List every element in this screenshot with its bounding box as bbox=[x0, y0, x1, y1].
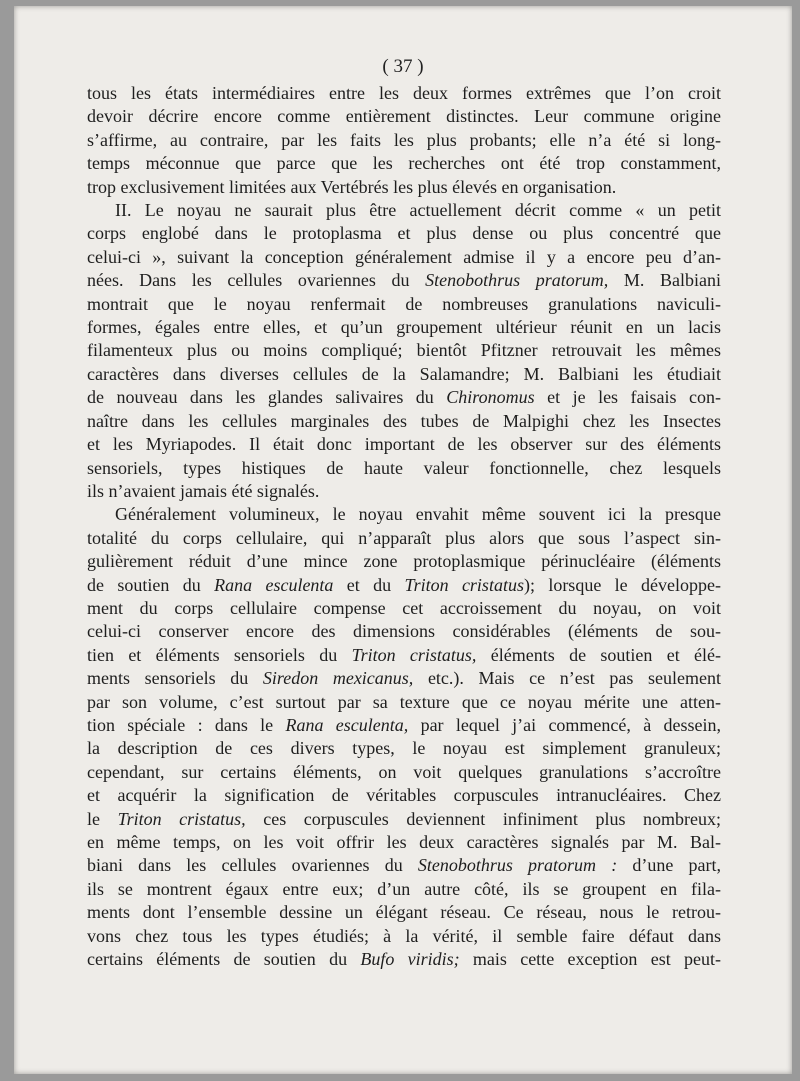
text-run: devoir décrire encore comme entièrement distinctes. Leur commune origine bbox=[87, 106, 721, 127]
text-run: etc.). Mais ce n’est pas seulement bbox=[413, 668, 721, 689]
italic-taxon: Stenobothrus pratorum, bbox=[425, 270, 609, 291]
text-run: celui-ci », suivant la conception généralement admise il y a encore peu d’an- bbox=[87, 246, 721, 267]
text-line bbox=[87, 222, 721, 245]
text-line bbox=[87, 854, 721, 877]
text-run: de nouveau dans les glandes salivaires du bbox=[87, 387, 447, 408]
page-number: ( 37 ) bbox=[382, 56, 424, 77]
text-line bbox=[87, 386, 721, 409]
text-run: temps méconnue que parce que les recherches ont été trop constamment, bbox=[87, 153, 721, 174]
text-run: vons chez tous les types étudiés; à la vérité, il semble faire défaut dans bbox=[87, 925, 721, 946]
italic-taxon: Chironomus bbox=[446, 387, 535, 408]
text-run: Généralement volumineux, le noyau envahit même souvent ici la presque bbox=[115, 504, 721, 525]
text-run: et du bbox=[333, 574, 405, 595]
text-run: en même temps, on les voit offrir les deux caractères signalés par M. Bal- bbox=[87, 832, 721, 852]
text-line bbox=[87, 269, 721, 292]
italic-taxon: Rana esculenta bbox=[214, 574, 334, 595]
text-run: ment du corps cellulaire compense cet accroissement du noyau, on voit bbox=[87, 597, 721, 618]
text-run: d’une part, bbox=[617, 855, 721, 876]
text-line bbox=[87, 878, 721, 901]
italic-taxon: Stenobothrus pratorum : bbox=[417, 855, 618, 876]
italic-taxon: Siredon mexicanus, bbox=[262, 668, 414, 689]
text-line bbox=[87, 199, 721, 222]
text-run: trop exclusivement limitées aux Vertébrés les plus élevés en organisation. bbox=[87, 176, 617, 197]
text-line bbox=[87, 831, 721, 854]
text-line bbox=[87, 105, 721, 128]
text-run: tous les états intermédiaires entre les deux formes extrêmes que l’on croit bbox=[87, 83, 721, 103]
text-line bbox=[87, 550, 721, 573]
text-line bbox=[87, 620, 721, 643]
text-line bbox=[87, 644, 721, 667]
text-run: de soutien du bbox=[87, 574, 215, 595]
text-run: tien et éléments sensoriels du bbox=[87, 644, 352, 665]
text-line bbox=[87, 667, 721, 690]
text-line bbox=[87, 293, 721, 316]
text-run: naître dans les cellules marginales des tubes de Malpighi chez les Insectes bbox=[87, 410, 721, 431]
text-run: montrait que le noyau renfermait de nombreuses granulations naviculi- bbox=[87, 293, 721, 314]
text-run: caractères dans diverses cellules de la Salamandre; M. Balbiani les étudiait bbox=[87, 363, 721, 384]
text-line bbox=[87, 901, 721, 924]
text-run: et acquérir la signification de véritables corpuscules intranucléaires. Chez bbox=[87, 785, 721, 806]
text-line bbox=[87, 808, 721, 831]
text-line bbox=[87, 129, 721, 152]
italic-taxon: Triton cristatus, bbox=[117, 808, 246, 829]
text-line bbox=[87, 176, 721, 199]
text-line bbox=[87, 691, 721, 714]
text-line bbox=[87, 339, 721, 362]
text-run: mais cette exception est peut- bbox=[459, 949, 721, 970]
text-run: celui-ci conserver encore des dimensions considérables (éléments de sou- bbox=[87, 621, 721, 642]
text-run: s’affirme, au contraire, par les faits les plus probants; elle n’a été si long- bbox=[87, 129, 721, 150]
text-line bbox=[87, 152, 721, 175]
paragraph bbox=[87, 503, 721, 971]
text-line bbox=[87, 410, 721, 433]
text-line bbox=[87, 714, 721, 737]
text-run: ils se montrent égaux entre eux; d’un autre côté, ils se groupent en fila- bbox=[87, 878, 721, 899]
italic-taxon: Triton cristatus, bbox=[351, 644, 477, 665]
text-run: la description de ces divers types, le noyau est simplement granuleux; bbox=[87, 738, 721, 759]
text-run: sensoriels, types histiques de haute valeur fonctionnelle, chez lesquels bbox=[87, 457, 721, 478]
text-run: ments sensoriels du bbox=[87, 668, 263, 689]
text-run: formes, égales entre elles, et qu’un groupement ultérieur réunit en un lacis bbox=[87, 317, 721, 338]
text-run: ); lorsque le développe- bbox=[523, 574, 721, 595]
text-line bbox=[87, 363, 721, 386]
text-run: filamenteux plus ou moins compliqué; bientôt Pfitzner retrouvait les mêmes bbox=[87, 340, 721, 361]
text-run: par son volume, c’est surtout par sa texture que ce noyau mérite une atten- bbox=[87, 691, 721, 712]
text-line bbox=[87, 457, 721, 480]
text-run: et je les faisais con- bbox=[534, 387, 721, 408]
text-run: par lequel j’ai commencé, à dessein, bbox=[408, 714, 721, 735]
text-line bbox=[87, 503, 721, 526]
body-text bbox=[87, 82, 721, 971]
paragraph bbox=[87, 199, 721, 503]
text-line bbox=[87, 737, 721, 760]
text-line bbox=[87, 597, 721, 620]
text-run: certains éléments de soutien du bbox=[87, 949, 361, 970]
text-run: tion spéciale : dans le bbox=[87, 714, 286, 735]
text-run: M. Balbiani bbox=[608, 270, 721, 291]
text-run: éléments de soutien et élé- bbox=[476, 644, 721, 665]
italic-taxon: Bufo viridis; bbox=[360, 949, 460, 970]
text-run: totalité du corps cellulaire, qui n’apparaît plus alors que sous l’aspect sin- bbox=[87, 527, 721, 548]
text-line bbox=[87, 784, 721, 807]
text-line bbox=[87, 316, 721, 339]
text-line bbox=[87, 480, 721, 503]
text-run: et les Myriapodes. Il était donc important de les observer sur des éléments bbox=[87, 434, 721, 455]
text-run: corps englobé dans le protoplasma et plus dense ou plus concentré que bbox=[87, 223, 721, 244]
text-line bbox=[87, 574, 721, 597]
text-line bbox=[87, 527, 721, 550]
text-run: ments dont l’ensemble dessine un élégant réseau. Ce réseau, nous le retrou- bbox=[87, 902, 721, 923]
text-run: ces corpuscules deviennent infiniment plus nombreux; bbox=[245, 808, 721, 829]
text-line bbox=[87, 82, 721, 105]
text-line bbox=[87, 948, 721, 971]
text-run: cependant, sur certains éléments, on voit quelques granulations s’accroître bbox=[87, 761, 721, 782]
text-run: le bbox=[87, 808, 118, 829]
text-line bbox=[87, 246, 721, 269]
italic-taxon: Rana esculenta, bbox=[285, 714, 409, 735]
text-line bbox=[87, 433, 721, 456]
text-run: gulièrement réduit d’une mince zone protoplasmique périnucléaire (éléments bbox=[87, 551, 721, 572]
text-line bbox=[87, 925, 721, 948]
italic-taxon: Triton cristatus bbox=[404, 574, 524, 595]
paragraph bbox=[87, 82, 721, 199]
text-run: ils n’avaient jamais été signalés. bbox=[87, 480, 320, 501]
text-run: biani dans les cellules ovariennes du bbox=[87, 855, 418, 876]
text-run: nées. Dans les cellules ovariennes du bbox=[87, 270, 426, 291]
text-line bbox=[87, 761, 721, 784]
book-page bbox=[14, 6, 792, 1074]
text-run: II. Le noyau ne saurait plus être actuellement décrit comme « un petit bbox=[115, 200, 721, 221]
